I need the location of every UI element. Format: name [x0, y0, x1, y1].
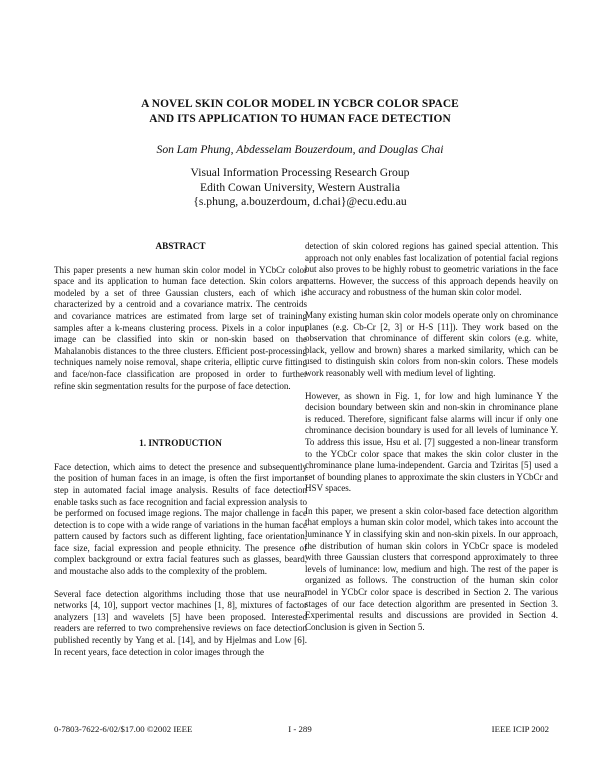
right-paragraph-4: In this paper, we present a skin color-based face detection algorithm that employs a human skin color model, which takes into account the luminance Y in classifying skin and non-skin pixels. In our approach, the distribution of human skin colors in YCbCr space is modeled with three Gaussian clusters that correspond approximately to three levels of luminance: low, medium and high. The rest of the paper is organized as follows. The construction of the human skin color model in YCbCr color space is described in Section 2. The various stages of our face detection algorithm are presented in Section 3. Experimental results and discussions are provided in Section 4. Conclusion is given in Section 5.: [305, 505, 558, 632]
title-line-1: A NOVEL SKIN COLOR MODEL IN YCBCR COLOR SPACE: [141, 98, 459, 110]
paper-title: [0, 97, 600, 127]
right-paragraph-3: However, as shown in Fig. 1, for low and high luminance Y the decision boundary between skin and non-skin in chrominance plane is reduced. Therefore, significant false alarms will incur if only one chrominance decision boundary is used for all levels of luminance Y. To address this issue, Hsu et al. [7] suggested a non-linear transform to the YCbCr color space that makes the skin color cluster in the chrominance plane luma-independent. Garcia and Tziritas [5] used a set of bounding planes to approximate the skin clusters in YCbCr and HSV spaces.: [305, 390, 558, 494]
abstract-text: This paper presents a new human skin color model in YCbCr color space and its application to human face detection. Skin colors are modeled by a set of three Gaussian clusters, each of which is characterized by a centroid and a covariance matrix. The centroids and covariance matrices are estimated from large set of training samples after a k-means clustering process. Pixels in a color input image can be classified into skin or non-skin based on the Mahalanobis distances to the three clusters. Efficient post-processing techniques namely noise removal, shape criteria, elliptic curve fitting and face/non-face classification are proposed in order to further refine skin segmentation results for the purpose of face detection.: [54, 264, 307, 391]
affiliation-emails: {s.phung, a.bouzerdoum, d.chai}@ecu.edu.au: [193, 195, 407, 209]
right-paragraph-1: detection of skin colored regions has gained special attention. This approach not only enables fast localization of potential facial regions but also proves to be highly robust to geometric variations in the face patterns. However, the success of this approach depends heavily on the accuracy and robustness of the human skin color model.: [305, 241, 558, 298]
footer-isbn: 0-7803-7622-6/02/$17.00 ©2002 IEEE: [54, 724, 193, 734]
left-column: [54, 241, 307, 669]
intro-paragraph-1: Face detection, which aims to detect the presence and subsequently the position of human faces in an image, is often the first important step in automated facial image analysis. Results of face detection enable tasks such as face recognition and facial expression analysis to be performed on focused image regions. The major challenge in face detection is to cope with a wide range of variations in the human face pattern caused by factors such as different lighting, face orientation, face size, facial expression and people ethnicity. The presence of complex background or extra facial features such as glasses, beard, and moustache also adds to the complexity of the problem.: [54, 461, 307, 577]
intro-paragraph-2: Several face detection algorithms including those that use neural networks [4, 10], support vector machines [1, 8], mixtures of factor analyzers [13] and wavelets [5] have been proposed. Interested readers are referred to two comprehensive reviews on face detection published recently by Yang et al. [14], and by Hjelmas and Low [6]. In recent years, face detection in color images through the: [54, 588, 307, 657]
introduction-heading: 1. INTRODUCTION: [139, 438, 222, 449]
right-column: [305, 241, 558, 644]
affiliation-group: Visual Information Processing Research Group: [190, 166, 410, 179]
abstract-heading: ABSTRACT: [155, 241, 206, 251]
affiliation-block: [0, 166, 600, 210]
footer-page-number: I - 289: [288, 724, 312, 734]
affiliation-university: Edith Cowan University, Western Australia: [200, 180, 400, 194]
right-paragraph-2: Many existing human skin color models operate only on chrominance planes (e.g. Cb-Cr [2, 3] or H-S [11]). They work based on the observation that chrominance of different skin colors (e.g. white, black, yellow and brown) shares a marked similarity, which can be used to distinguish skin colors from non-skin colors. These models work reasonably well with medium level of lighting.: [305, 309, 559, 378]
author-list: Son Lam Phung, Abdesselam Bouzerdoum, and Douglas Chai: [156, 143, 444, 156]
footer-conference: IEEE ICIP 2002: [491, 724, 549, 734]
title-line-2: AND ITS APPLICATION TO HUMAN FACE DETECTION: [149, 113, 451, 125]
